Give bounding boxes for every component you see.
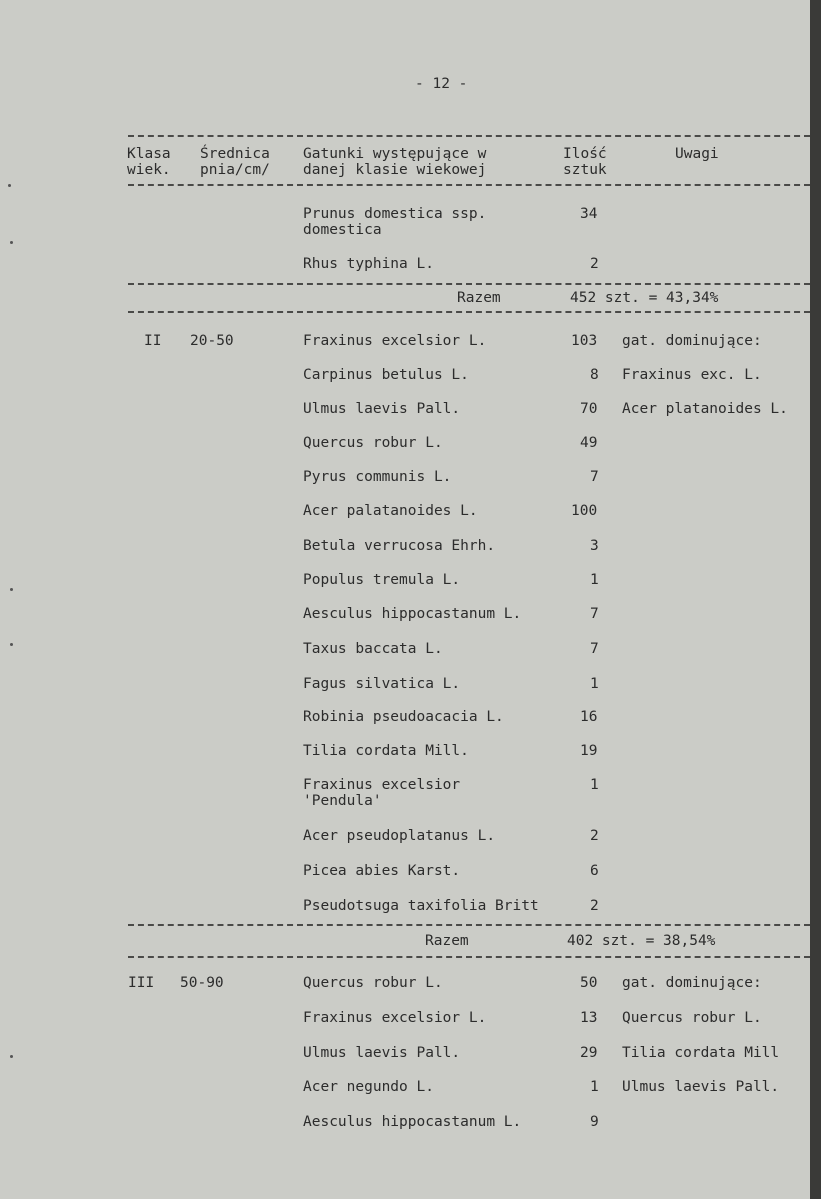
species-note: Tilia cordata Mill	[622, 1045, 780, 1061]
species-name: Aesculus hippocastanum L.	[303, 606, 522, 622]
species-count: 3	[590, 538, 599, 554]
species-name: Carpinus betulus L.	[303, 367, 469, 383]
species-name: Fagus silvatica L.	[303, 676, 461, 692]
species-name-cont: domestica	[303, 222, 382, 238]
species-name: Pyrus communis L.	[303, 469, 452, 485]
species-count: 2	[590, 828, 599, 844]
species-count: 13	[580, 1010, 598, 1026]
total-value: 402 szt. = 38,54%	[567, 933, 716, 949]
page-edge-shadow	[810, 0, 821, 1199]
species-name: Robinia pseudoacacia L.	[303, 709, 504, 725]
species-count: 50	[580, 975, 598, 991]
header-gatunki: Gatunki występujące w	[303, 146, 487, 162]
species-count: 103	[571, 333, 598, 349]
species-name: Fraxinus excelsior L.	[303, 333, 487, 349]
total-value: 452 szt. = 43,34%	[570, 290, 719, 306]
total-label: Razem	[457, 290, 501, 306]
species-note: Ulmus laevis Pall.	[622, 1079, 780, 1095]
header-srednica: Średnica	[200, 146, 270, 162]
species-name: Populus tremula L.	[303, 572, 461, 588]
species-count: 7	[590, 641, 599, 657]
species-count: 1	[590, 572, 599, 588]
species-count: 8	[590, 367, 599, 383]
species-count: 49	[580, 435, 598, 451]
species-name: Picea abies Karst.	[303, 863, 461, 879]
species-name: Pseudotsuga taxifolia Britt	[303, 898, 539, 914]
species-name: Fraxinus excelsior L.	[303, 1010, 487, 1026]
margin-dot	[10, 643, 13, 646]
header-wiek: wiek.	[127, 162, 171, 178]
species-count: 34	[580, 206, 598, 222]
diameter-range: 50-90	[180, 975, 224, 991]
species-count: 70	[580, 401, 598, 417]
header-uwagi: Uwagi	[675, 146, 719, 162]
species-count: 7	[590, 469, 599, 485]
species-count: 2	[590, 256, 599, 272]
species-name: Prunus domestica ssp.	[303, 206, 487, 222]
total-top-rule	[128, 924, 810, 926]
species-name-cont: 'Pendula'	[303, 793, 382, 809]
margin-dot	[10, 1055, 13, 1058]
age-class: III	[128, 975, 155, 991]
species-name: Rhus typhina L.	[303, 256, 434, 272]
species-name: Acer negundo L.	[303, 1079, 434, 1095]
total-bottom-rule	[128, 311, 810, 313]
page-number: - 12 -	[415, 76, 468, 92]
species-name: Ulmus laevis Pall.	[303, 401, 461, 417]
species-count: 2	[590, 898, 599, 914]
species-name: Fraxinus excelsior	[303, 777, 461, 793]
species-count: 19	[580, 743, 598, 759]
species-name: Tilia cordata Mill.	[303, 743, 469, 759]
species-count: 100	[571, 503, 598, 519]
species-count: 1	[590, 676, 599, 692]
header-danej-klasie: danej klasie wiekowej	[303, 162, 487, 178]
species-name: Acer palatanoides L.	[303, 503, 478, 519]
header-pnia: pnia/cm/	[200, 162, 270, 178]
margin-dot	[8, 184, 11, 187]
species-count: 7	[590, 606, 599, 622]
diameter-range: 20-50	[190, 333, 234, 349]
species-note: gat. dominujące:	[622, 333, 762, 349]
total-top-rule	[128, 283, 810, 285]
species-count: 9	[590, 1114, 599, 1130]
total-bottom-rule	[128, 956, 810, 958]
species-note: gat. dominujące:	[622, 975, 762, 991]
header-bottom-rule	[128, 184, 810, 186]
header-klasa: Klasa	[127, 146, 171, 162]
table-top-rule	[128, 135, 810, 137]
species-note: Quercus robur L.	[622, 1010, 762, 1026]
age-class: II	[144, 333, 162, 349]
species-name: Betula verrucosa Ehrh.	[303, 538, 496, 554]
species-name: Quercus robur L.	[303, 975, 443, 991]
margin-dot	[10, 588, 13, 591]
species-name: Quercus robur L.	[303, 435, 443, 451]
species-name: Ulmus laevis Pall.	[303, 1045, 461, 1061]
margin-dot	[10, 241, 13, 244]
species-count: 16	[580, 709, 598, 725]
species-note: Fraxinus exc. L.	[622, 367, 762, 383]
header-sztuk: sztuk	[563, 162, 607, 178]
header-ilosc: Ilość	[563, 146, 607, 162]
species-name: Aesculus hippocastanum L.	[303, 1114, 522, 1130]
species-count: 29	[580, 1045, 598, 1061]
species-note: Acer platanoides L.	[622, 401, 788, 417]
species-count: 1	[590, 1079, 599, 1095]
species-count: 6	[590, 863, 599, 879]
species-name: Acer pseudoplatanus L.	[303, 828, 496, 844]
species-count: 1	[590, 777, 599, 793]
species-name: Taxus baccata L.	[303, 641, 443, 657]
total-label: Razem	[425, 933, 469, 949]
